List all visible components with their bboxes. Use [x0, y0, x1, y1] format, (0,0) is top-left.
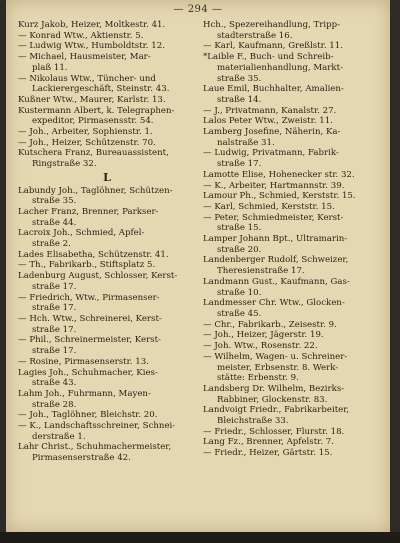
- entry-line: — Karl, Schmied, Kerststr. 15.: [203, 201, 335, 212]
- entry-line: Lacroix Joh., Schmied, Apfel-: [18, 228, 145, 239]
- directory-entry: [18, 106, 196, 127]
- directory-entry: [203, 84, 381, 105]
- entry-line: — Friedr., Heizer, Gärtstr. 15.: [203, 448, 333, 459]
- entry-line: Kußner Wtw., Maurer, Karlstr. 13.: [18, 94, 166, 105]
- entry-line: — Rosine, Pirmasenserstr. 13.: [18, 356, 149, 367]
- entry-line: Lamper Johann Bpt., Ultramarin-: [203, 234, 348, 245]
- entry-continuation: meister, Erbsenstr. 8. Werk-: [217, 362, 339, 373]
- entry-continuation: straße 35.: [217, 73, 262, 84]
- entry-continuation: straße 17.: [32, 346, 77, 357]
- entry-line: — Wilhelm, Wagen- u. Schreiner-: [203, 351, 348, 362]
- directory-entry: [18, 148, 196, 169]
- entry-continuation: stadterstraße 16.: [217, 30, 293, 41]
- entry-continuation: straße 44.: [32, 217, 77, 228]
- entry-continuation: expeditor, Pirmasensstr. 54.: [32, 116, 154, 127]
- entry-line: Lamberg Josefine, Näherin, Ka-: [203, 127, 341, 138]
- directory-entry: [18, 127, 196, 138]
- entry-line: — Phil., Schreinermeister, Kerst-: [18, 335, 161, 346]
- entry-line: Kutschera Franz, Bureauassistent,: [18, 148, 169, 159]
- directory-entry: [18, 95, 196, 106]
- directory-entry: [203, 277, 381, 298]
- directory-entry: [203, 255, 381, 276]
- directory-entry: [203, 52, 381, 84]
- entry-continuation: straße 17.: [32, 324, 77, 335]
- directory-entry: [203, 234, 381, 255]
- entry-line: Laue Emil, Buchhalter, Amalien-: [203, 84, 344, 95]
- entry-line: — Joh. Wtw., Rosenstr. 22.: [203, 341, 318, 352]
- directory-entry: [18, 293, 196, 314]
- entry-continuation: materialienhandlung, Markt-: [217, 62, 343, 73]
- directory-entry: [203, 384, 381, 405]
- directory-entry: [203, 298, 381, 319]
- entry-line: — Joh., Heizer, Jägerstr. 19.: [203, 330, 324, 341]
- entry-continuation: straße 17.: [32, 303, 77, 314]
- directory-entry: [18, 260, 196, 271]
- entry-continuation: Theresienstraße 17.: [217, 266, 305, 277]
- directory-entry: [18, 357, 196, 368]
- entry-continuation: stätte: Erbenstr. 9.: [217, 373, 299, 384]
- entry-line: Lahm Joh., Fuhrmann, Mayen-: [18, 388, 151, 399]
- entry-continuation: straße 35.: [32, 196, 77, 207]
- entry-line: — Hch. Wtw., Schreinerei, Kerst-: [18, 313, 162, 324]
- entry-line: Lades Elisabetha, Schützenstr. 41.: [18, 249, 169, 260]
- directory-entry: [203, 427, 381, 438]
- directory-entry: [203, 213, 381, 234]
- entry-line: *Laible F., Buch- und Schreib-: [203, 52, 334, 63]
- entry-line: — Friedr., Schlosser, Flurstr. 18.: [203, 426, 345, 437]
- entry-line: — J., Privatmann, Kanalstr. 27.: [203, 105, 337, 116]
- entry-line: — Joh., Arbeiter, Sophienstr. 1.: [18, 127, 153, 138]
- left-column: [18, 20, 196, 464]
- entry-line: Lalos Peter Wtw., Zweistr. 11.: [203, 116, 333, 127]
- directory-page: [6, 0, 390, 532]
- right-column: [203, 20, 381, 459]
- directory-entry: [18, 41, 196, 52]
- directory-entry: [18, 335, 196, 356]
- entry-continuation: straße 45.: [217, 308, 262, 319]
- entry-line: Lagies Joh., Schuhmacher, Kies-: [18, 367, 158, 378]
- directory-entry: [203, 405, 381, 426]
- entry-line: Hch., Spezereihandlung, Tripp-: [203, 20, 341, 30]
- directory-entry: [203, 181, 381, 192]
- directory-entry: [203, 330, 381, 341]
- directory-entry: [203, 437, 381, 448]
- entry-line: — Nikolaus Wtw., Tüncher- und: [18, 73, 156, 84]
- entry-line: — K., Arbeiter, Hartmannstr. 39.: [203, 180, 345, 191]
- entry-line: Landvoigt Friedr., Fabrikarbeiter,: [203, 405, 350, 416]
- entry-continuation: derstraße 1.: [32, 431, 86, 442]
- directory-entry: [18, 442, 196, 463]
- entry-line: — Chr., Fabrikarb., Zeisestr. 9.: [203, 319, 337, 330]
- entry-line: Landmann Gust., Kaufmann, Gas-: [203, 276, 350, 287]
- entry-line: — Joh., Taglöhner, Bleichstr. 20.: [18, 410, 158, 421]
- directory-entry: [18, 74, 196, 95]
- directory-entry: [18, 410, 196, 421]
- directory-entry: [18, 389, 196, 410]
- entry-continuation: plaß 11.: [32, 62, 68, 73]
- directory-entry: [203, 148, 381, 169]
- entry-continuation: straße 20.: [217, 244, 262, 255]
- entry-line: Kustermann Albert, k. Telegraphen-: [18, 105, 175, 116]
- entry-continuation: straße 10.: [217, 287, 262, 298]
- directory-entry: [203, 352, 381, 384]
- entry-line: Lacher Franz, Brenner, Parkser-: [18, 206, 159, 217]
- entry-line: Lamour Ph., Schmied, Kerststr. 15.: [203, 191, 356, 202]
- page-number: — 294 —: [173, 4, 223, 15]
- directory-entry: [18, 207, 196, 228]
- entry-line: — Th., Fabrikarb., Stiftsplatz 5.: [18, 260, 156, 271]
- entry-line: Lamotte Elise, Hohenecker str. 32.: [203, 169, 355, 180]
- section-letter: L: [103, 170, 111, 184]
- entry-line: — Friedrich, Wtw., Pirmasenser-: [18, 292, 160, 303]
- entry-continuation: straße 17.: [217, 159, 262, 170]
- directory-entry: [203, 170, 381, 181]
- directory-entry: [18, 314, 196, 335]
- directory-entry: [18, 250, 196, 261]
- directory-entry: [203, 448, 381, 459]
- entry-continuation: Rabbiner, Glockenstr. 83.: [217, 394, 328, 405]
- entry-continuation: Ringstraße 32.: [32, 159, 97, 170]
- entry-line: Landmesser Chr. Wtw., Glocken-: [203, 298, 345, 309]
- entry-line: Labundy Joh., Taglöhner, Schützen-: [18, 185, 173, 196]
- directory-entry: [203, 116, 381, 127]
- directory-entry: [18, 271, 196, 292]
- directory-entry: [203, 41, 381, 52]
- entry-line: Landsberg Dr. Wilhelm, Bezirks-: [203, 383, 345, 394]
- directory-entry: [203, 106, 381, 117]
- entry-line: Kurz Jakob, Heizer, Moltkestr. 41.: [18, 20, 166, 30]
- directory-entry: [203, 202, 381, 213]
- entry-line: Landenberger Rudolf, Schweizer,: [203, 255, 349, 266]
- entry-line: Lahr Christ., Schuhmachermeister,: [18, 442, 172, 453]
- entry-line: Ladenburg August, Schlosser, Kerst-: [18, 271, 178, 282]
- directory-entry: [203, 320, 381, 331]
- directory-entry: [203, 20, 381, 41]
- entry-line: — Joh., Heizer, Schützenstr. 70.: [18, 137, 156, 148]
- directory-entry: [18, 31, 196, 42]
- entry-continuation: straße 28.: [32, 399, 77, 410]
- scan-border: [0, 532, 400, 543]
- entry-line: — Karl, Kaufmann, Greßlstr. 11.: [203, 41, 343, 52]
- directory-entry: [18, 138, 196, 149]
- directory-entry: [18, 228, 196, 249]
- entry-continuation: straße 43.: [32, 378, 77, 389]
- directory-entry: [18, 186, 196, 207]
- entry-line: — Ludwig, Privatmann, Fabrik-: [203, 148, 339, 159]
- entry-continuation: straße 2.: [32, 239, 71, 250]
- entry-continuation: Lackierergeschäft, Steinstr. 43.: [32, 84, 170, 95]
- entry-continuation: straße 17.: [32, 281, 77, 292]
- directory-entry: [203, 127, 381, 148]
- directory-entry: [18, 20, 196, 31]
- entry-continuation: straße 15.: [217, 223, 262, 234]
- entry-line: Lang Fz., Brenner, Apfelstr. 7.: [203, 437, 334, 448]
- directory-entry: [203, 191, 381, 202]
- directory-entry: [18, 52, 196, 73]
- directory-entry: [18, 421, 196, 442]
- entry-line: — Michael, Hausmeister, Mar-: [18, 52, 151, 63]
- entry-line: — K., Landschaftsschreiner, Schnei-: [18, 421, 176, 432]
- directory-entry: [203, 341, 381, 352]
- entry-line: — Ludwig Wtw., Humboldtstr. 12.: [18, 41, 165, 52]
- entry-line: — Konrad Wtw., Aktienstr. 5.: [18, 30, 144, 41]
- entry-continuation: Pirmasenserstraße 42.: [32, 453, 131, 464]
- entry-continuation: straße 14.: [217, 94, 262, 105]
- entry-continuation: Bleichstraße 33.: [217, 416, 289, 427]
- entry-continuation: nalstraße 31.: [217, 137, 275, 148]
- directory-entry: [18, 368, 196, 389]
- entry-line: — Peter, Schmiedmeister, Kerst-: [203, 212, 344, 223]
